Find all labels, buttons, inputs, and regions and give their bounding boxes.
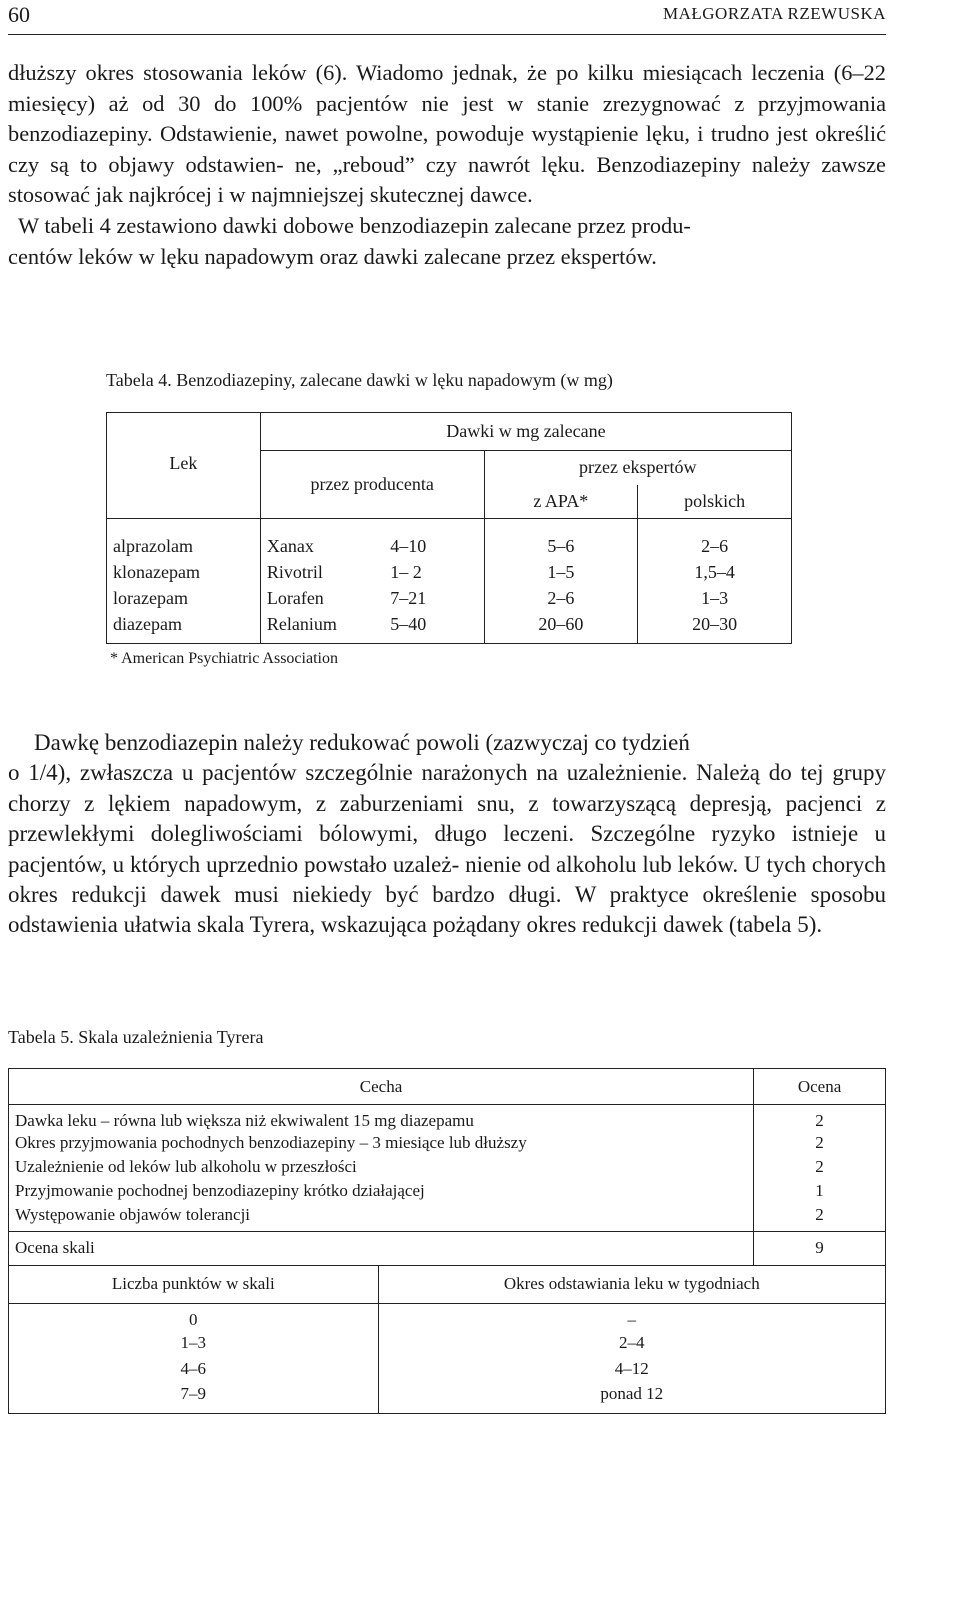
withdrawal-weeks: 4–12	[378, 1356, 885, 1382]
column-header-drug: Lek	[107, 413, 261, 519]
polish-dose: 20–30	[638, 611, 792, 644]
paragraph-line: najkrócej i w najmniejszej skutecznej dawce.	[128, 182, 533, 208]
table-row	[9, 1203, 886, 1231]
feature-text: Przyjmowanie pochodnej benzodiazepiny krótko działającej	[9, 1179, 754, 1203]
paragraph-line: ne, „reboud” czy nawrót lęku. Benzodiazepiny należy zawsze stosować jak	[8, 151, 886, 208]
running-head: MAŁGORZATA RZEWUSKA	[663, 4, 886, 23]
paragraph-line: o 1/4), zwłaszcza u pacjentów szczególnie narażonych na uzależnienie. Należą	[8, 760, 761, 786]
withdrawal-weeks: 2–4	[378, 1330, 885, 1356]
total-score: 9	[754, 1231, 886, 1265]
apa-dose: 5–6	[484, 519, 638, 560]
paragraph-line: centów leków w lęku napadowym oraz dawki zalecane przez ekspertów.	[8, 243, 657, 269]
column-header-weeks: Okres odstawiania leku w tygodniach	[378, 1265, 885, 1303]
paragraph-line: niekiedy być bardzo długi. W praktyce określenie sposobu odstawienia ułatwia	[8, 882, 887, 938]
table-row	[9, 1131, 886, 1155]
drug-name: klonazepam	[107, 559, 261, 585]
table-5-caption: Tabela 5. Skala uzależnienia Tyrera	[8, 1027, 264, 1047]
brand-name: Xanax	[260, 519, 386, 560]
brand-name: Lorafen	[260, 585, 386, 611]
paragraph-1	[8, 58, 886, 272]
paragraph-line: Dawkę benzodiazepin należy redukować powoli (zazwyczaj co tydzień	[34, 730, 690, 755]
feature-text: Uzależnienie od leków lub alkoholu w przeszłości	[9, 1155, 754, 1179]
paragraph-line: skala Tyrera, wskazująca pożądany okres redukcji dawek (tabela 5).	[197, 912, 823, 938]
apa-dose: 2–6	[484, 585, 638, 611]
table-4-footnote: * American Psychiatric Association	[110, 650, 338, 667]
table-row	[9, 1356, 886, 1382]
withdrawal-weeks: –	[378, 1303, 885, 1330]
polish-dose: 1–3	[638, 585, 792, 611]
apa-dose: 1–5	[484, 559, 638, 585]
brand-name: Rivotril	[260, 559, 386, 585]
paragraph-line: depresją, pacjenci z przewlekłymi dolegliwościami bólowymi, długo leczeni.	[8, 790, 887, 847]
column-header-producer: przez producenta	[260, 451, 484, 519]
table-4	[106, 412, 792, 644]
feature-text: Występowanie objawów tolerancji	[9, 1203, 754, 1231]
points-range: 1–3	[9, 1330, 379, 1356]
producer-dose: 7–21	[390, 587, 427, 608]
table-row	[9, 1303, 886, 1330]
drug-name: diazepam	[107, 611, 261, 644]
column-header-points: Liczba punktów w skali	[9, 1265, 379, 1303]
feature-score: 2	[754, 1203, 886, 1231]
points-range: 7–9	[9, 1382, 379, 1414]
feature-score: 2	[754, 1105, 886, 1132]
paragraph-line: zrezygnować z przyjmowania benzodiazepiny. Odstawienie, nawet powolne,	[8, 90, 887, 147]
table-row	[107, 611, 792, 644]
feature-text: Dawka leku – równa lub większa niż ekwiwalent 15 mg diazepamu	[9, 1105, 754, 1132]
drug-name: alprazolam	[107, 519, 261, 560]
polish-dose: 2–6	[638, 519, 792, 560]
table-row	[9, 1330, 886, 1356]
total-label: Ocena skali	[9, 1231, 754, 1265]
drug-name: lorazepam	[107, 585, 261, 611]
total-row	[9, 1231, 886, 1265]
table-row	[107, 519, 792, 560]
paragraph-line: W tabeli 4 zestawiono dawki dobowe benzodiazepin zalecane przez produ-	[18, 212, 691, 238]
feature-score: 1	[754, 1179, 886, 1203]
table-4-caption: Tabela 4. Benzodiazepiny, zalecane dawki w lęku napadowym (w mg)	[106, 370, 613, 390]
paragraph-line: nienie od alkoholu lub leków. U tych chorych okres redukcji dawek musi	[8, 851, 886, 908]
feature-score: 2	[754, 1155, 886, 1179]
column-header-score: Ocena	[754, 1069, 886, 1105]
brand-name: Relanium	[260, 611, 386, 644]
paragraph-line: leczenia (6–22 miesięcy) aż od 30 do 100% pacjentów nie jest w stanie	[8, 60, 886, 116]
table-row	[9, 1155, 886, 1179]
table-row	[107, 585, 792, 611]
header-rule	[8, 34, 886, 35]
feature-score: 2	[754, 1131, 886, 1155]
column-header-feature: Cecha	[9, 1069, 754, 1105]
table-row	[9, 1105, 886, 1132]
producer-dose: 5–40	[386, 611, 484, 644]
producer-dose: 4–10	[390, 535, 427, 556]
polish-dose: 1,5–4	[638, 559, 792, 585]
page-number: 60	[8, 2, 30, 27]
paragraph-line: dłuższy okres stosowania leków (6). Wiadomo jednak, że po kilku miesiącach	[8, 60, 743, 85]
table-5	[8, 1068, 886, 1414]
paragraph-line: powoduje wystąpienie lęku, i trudno jest określić czy są to objawy odstawien-	[8, 121, 887, 177]
column-header-experts: przez ekspertów	[484, 451, 792, 485]
paragraph-2	[8, 728, 886, 941]
table-row	[107, 559, 792, 585]
column-header-apa: z APA*	[484, 485, 638, 519]
table-row	[9, 1179, 886, 1203]
feature-text: Okres przyjmowania pochodnych benzodiazepiny – 3 miesiące lub dłuższy	[9, 1131, 754, 1155]
paragraph-line: do tej grupy chorzy z lękiem napadowym, z zaburzeniami snu, z towarzyszącą	[8, 760, 887, 816]
paragraph-line: Szczególne ryzyko istnieje u pacjentów, u których uprzednio powstało uzależ-	[8, 821, 886, 877]
withdrawal-weeks: ponad 12	[378, 1382, 885, 1414]
apa-dose: 20–60	[484, 611, 638, 644]
column-header-recommended-doses: Dawki w mg zalecane	[260, 413, 791, 451]
points-range: 4–6	[9, 1356, 379, 1382]
column-header-polish: polskich	[638, 485, 792, 519]
table-row	[9, 1382, 886, 1414]
points-range: 0	[9, 1303, 379, 1330]
producer-dose: 1– 2	[390, 561, 422, 582]
